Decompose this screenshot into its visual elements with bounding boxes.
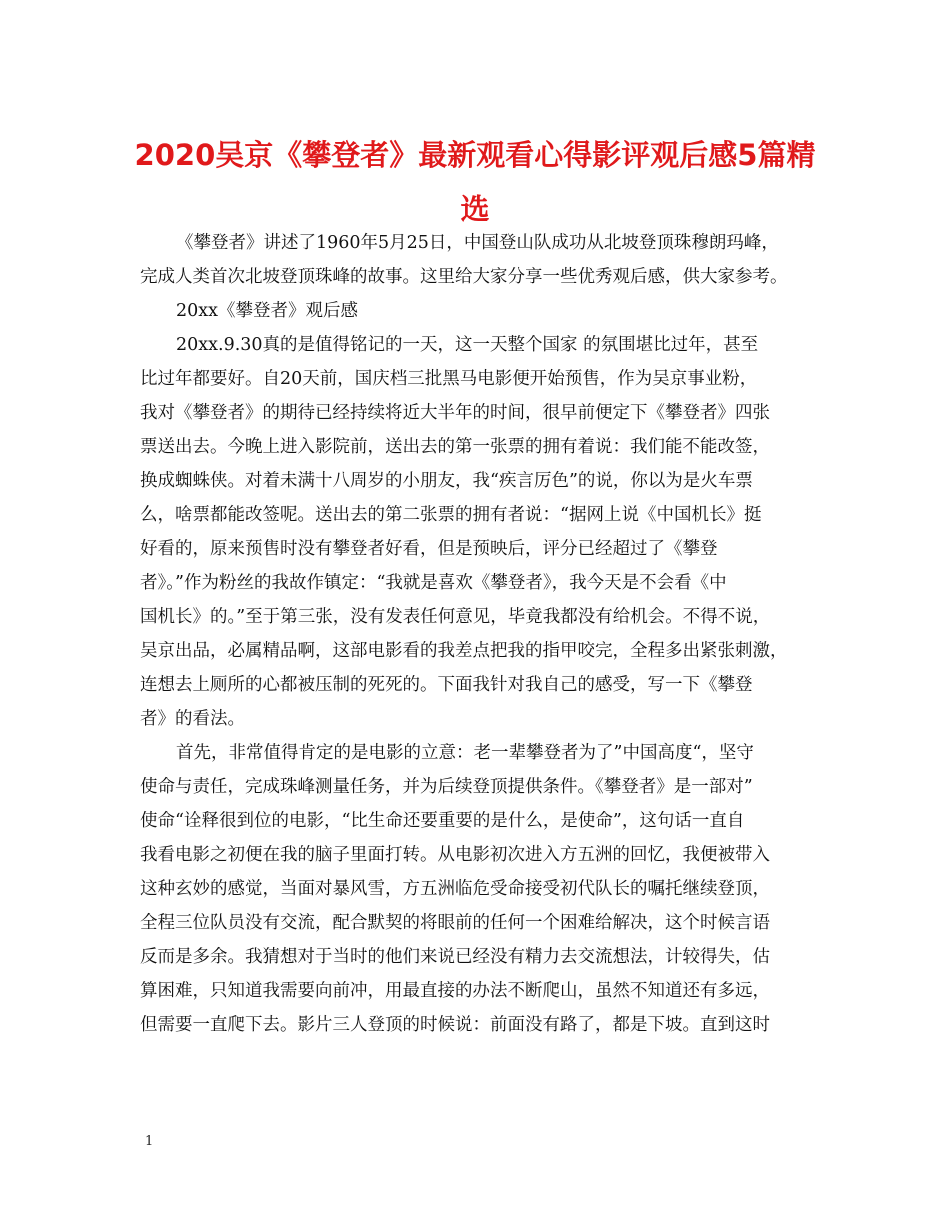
text-line: 算困难，只知道我需要向前冲，用最直接的办法不断爬山，虽然不知道还有多远， [140, 981, 770, 1001]
text-line: 者》的看法。 [140, 709, 245, 729]
text-line: 连想去上厕所的心都被压制的死死的。下面我针对我自己的感受，写一下《攀登 [140, 675, 753, 695]
text-line: 换成蜘蛛侠。对着未满十八周岁的小朋友，我“疾言厉色”的说，你以为是火车票 [140, 471, 753, 491]
paragraph-review-1 [140, 328, 830, 736]
text-line: 这种玄妙的感觉，当面对暴风雪，方五洲临危受命接受初代队长的嘱托继续登顶， [140, 879, 770, 899]
text-line: 20xx.9.30真的是值得铭记的一天，这一天整个国家 的氛围堪比过年，甚至 [176, 335, 759, 355]
title-line-1: 2020吴京《攀登者》最新观看心得影评观后感5篇精 [134, 138, 816, 172]
document-body [140, 226, 830, 1042]
text-line: 20xx《攀登者》观后感 [176, 301, 359, 321]
text-line: 使命与责任，完成珠峰测量任务，并为后续登顶提供条件。《攀登者》是一部对” [140, 777, 753, 797]
page-number: 1 [145, 1134, 154, 1149]
paragraph-review-2 [140, 736, 830, 1042]
text-line: 好看的，原来预售时没有攀登者好看，但是预映后，评分已经超过了《攀登 [140, 539, 718, 559]
text-line: 么，啥票都能改签呢。送出去的第二张票的拥有者说：“据网上说《中国机长》挺 [140, 505, 762, 525]
text-line: 全程三位队员没有交流，配合默契的将眼前的任何一个困难给解决，这个时候言语 [140, 913, 770, 933]
text-line: 《攀登者》讲述了1960年5月25日，中国登山队成功从北坡登顶珠穆朗玛峰， [176, 233, 779, 253]
text-line: 使命“诠释很到位的电影，“比生命还要重要的是什么，是使命”，这句话一直自 [140, 811, 745, 831]
title-line-2: 选 [460, 192, 490, 226]
document-title [130, 128, 820, 236]
text-line: 比过年都要好。自20天前，国庆档三批黑马电影便开始预售，作为吴京事业粉， [140, 369, 758, 389]
text-line: 国机长》的。”至于第三张，没有发表任何意见，毕竟我都没有给机会。不得不说， [140, 607, 771, 627]
text-line: 首先，非常值得肯定的是电影的立意：老一辈攀登者为了”中国高度“，坚守 [176, 743, 754, 763]
text-line: 反而是多余。我猜想对于当时的他们来说已经没有精力去交流想法，计较得失，估 [140, 947, 770, 967]
paragraph-intro [140, 226, 830, 294]
text-line: 但需要一直爬下去。影片三人登顶的时候说：前面没有路了，都是下坡。直到这时 [140, 1015, 770, 1035]
text-line: 票送出去。今晚上进入影院前，送出去的第一张票的拥有着说：我们能不能改签， [140, 437, 770, 457]
text-line: 完成人类首次北坡登顶珠峰的故事。这里给大家分享一些优秀观后感，供大家参考。 [140, 267, 788, 287]
text-line: 我对《攀登者》的期待已经持续将近大半年的时间，很早前便定下《攀登者》四张 [140, 403, 770, 423]
text-line: 者》。”作为粉丝的我故作镇定：“我就是喜欢《攀登者》，我今天是不会看《中 [140, 573, 727, 593]
section-heading [140, 294, 830, 328]
text-line: 吴京出品，必属精品啊，这部电影看的我差点把我的指甲咬完，全程多出紧张刺激， [140, 641, 788, 661]
text-line: 我看电影之初便在我的脑子里面打转。从电影初次进入方五洲的回忆，我便被带入 [140, 845, 770, 865]
